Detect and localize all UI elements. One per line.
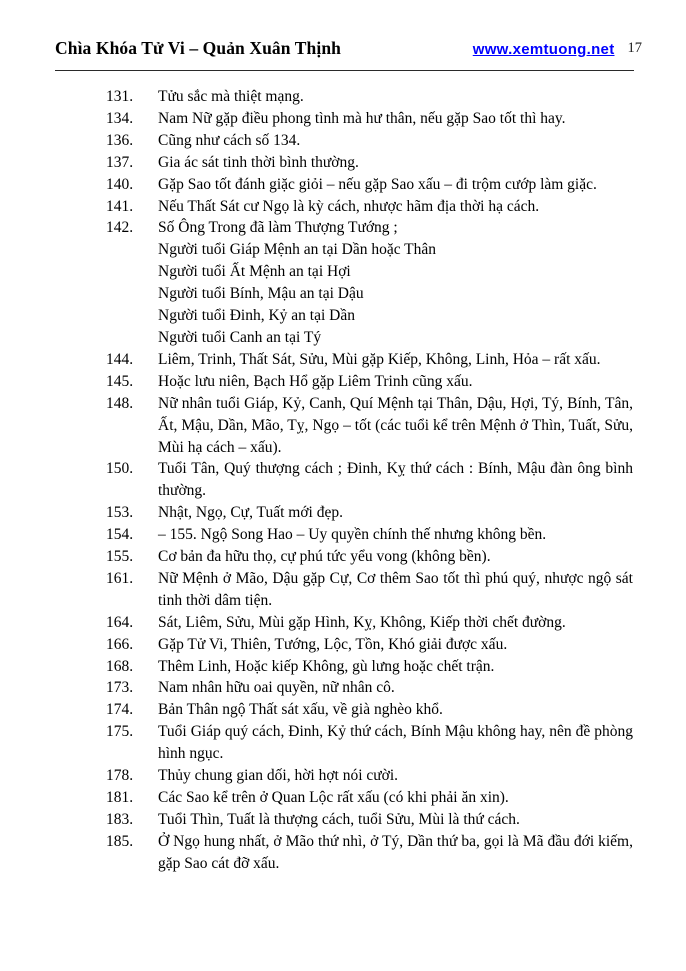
list-item-text [158,699,633,721]
list-item-line: Các Sao kể trên ở Quan Lộc rất xấu (có khi phải ăn xin). [158,789,509,806]
list-item [106,349,633,371]
list-item-text [158,174,633,196]
list-item-text [158,677,633,699]
list-item-text [158,656,633,678]
list-item-number: 136. [106,131,134,149]
list-item-number: 174. [106,701,134,719]
list-item-number: 168. [106,657,134,675]
list-item-text [158,765,633,787]
list-item-line: Cơ bản đa hữu thọ, cự phú tức yểu vong (không bền). [158,548,491,566]
list-item [106,765,633,787]
list-item [106,677,633,699]
list-item [106,502,633,524]
list-item [106,217,633,348]
list-item-text [158,371,633,393]
list-item [106,86,633,108]
list-item-number: 175. [106,723,134,741]
list-item-line: Nữ Mệnh ở Mão, Dậu gặp Cự, Cơ thêm Sao tốt thì phú quý, nhược ngộ sát tinh thời dâm tiện. [158,569,633,609]
list-item-line: – 155. Ngộ Song Hao – Uy quyền chính thế nhưng không bền. [158,526,547,544]
list-item [106,174,633,196]
list-item-number: 137. [106,153,134,171]
list-item-line: Liêm, Trinh, Thất Sát, Sửu, Mùi gặp Kiếp, Không, Linh, Hỏa – rất xấu. [158,350,601,368]
list-item-text [158,502,633,524]
list-item-text [158,393,633,459]
list-item-line: Gặp Tử Vi, Thiên, Tướng, Lộc, Tồn, Khó giải được xấu. [158,635,508,653]
list-item-line: Người tuổi Ất Mệnh an tại Hợi [158,263,351,281]
list-item-text [158,612,633,634]
list-item [106,130,633,152]
list-item [106,524,633,546]
list-item-line: Người tuổi Canh an tại Tý [158,328,322,346]
list-item-text [158,524,633,546]
list-item-text [158,634,633,656]
list-item-line: Người tuổi Giáp Mệnh an tại Dần hoặc Thân [158,241,437,259]
list-item-line: Tửu sắc mà thiệt mạng. [158,88,304,105]
list-item-line: Nhật, Ngọ, Cự, Tuất mới đẹp. [158,504,343,522]
list-item-number: 185. [106,832,134,850]
list-item [106,371,633,393]
list-item-text [158,809,633,831]
page-number: 17 [627,40,642,56]
list-item-number: 154. [106,526,134,544]
list-item [106,546,633,568]
list-item [106,458,633,502]
list-item-line: Ở Ngọ hung nhất, ở Mão thứ nhì, ở Tý, Dần thứ ba, gọi là Mã đầu đới kiếm, gặp Sao cát đỡ xấu. [158,832,633,872]
list-item-line: Nam nhân hữu oai quyền, nữ nhân cô. [158,679,395,697]
list-item-text [158,86,633,108]
list-item-line: Hoặc lưu niên, Bạch Hổ gặp Liêm Trinh cũng xấu. [158,372,473,390]
list-item-number: 148. [106,394,134,412]
list-item-number: 144. [106,350,134,368]
list-item-number: 178. [106,767,134,785]
list-item [106,568,633,612]
list-item-text [158,458,633,502]
list-item-line: Gia ác sát tinh thời bình thường. [158,153,359,171]
list-item-line: Nếu Thất Sát cư Ngọ là kỳ cách, nhược hãm địa thời hạ cách. [158,197,540,215]
list-item [106,152,633,174]
list-item-text [158,152,633,174]
list-item [106,656,633,678]
list-item-line: Người tuổi Bính, Mậu an tại Dậu [158,285,364,303]
list-item-text [158,831,633,875]
list-item-line: Bản Thân ngộ Thất sát xấu, về già nghèo khổ. [158,701,443,719]
list-item [106,612,633,634]
list-item-number: 142. [106,219,134,237]
list-item [106,634,633,656]
list-item-number: 140. [106,175,134,193]
page-title: Chìa Khóa Tử Vi – Quản Xuân Thịnh [55,38,341,58]
numbered-list [106,86,633,875]
list-item-number: 145. [106,372,134,390]
list-item-number: 161. [106,569,134,587]
list-item-line: Nam Nữ gặp điều phong tình mà hư thân, nếu gặp Sao tốt thì hay. [158,109,566,127]
list-item [106,787,633,809]
list-item [106,699,633,721]
list-item-text [158,217,633,348]
list-item-number: 131. [106,88,134,105]
list-item-text [158,108,633,130]
list-item-text [158,546,633,568]
list-item-text [158,130,633,152]
list-item-line: Thêm Linh, Hoặc kiếp Không, gù lưng hoặc chết trận. [158,657,495,675]
list-item-number: 155. [106,548,134,566]
list-item-number: 134. [106,109,134,127]
list-item-line: Tuổi Thìn, Tuất là thượng cách, tuổi Sửu, Mùi là thứ cách. [158,810,520,828]
list-item-number: 181. [106,789,134,806]
list-item-line: Cũng như cách số 134. [158,131,301,149]
list-item [106,108,633,130]
list-item [106,721,633,765]
list-item-text [158,349,633,371]
header-divider [55,70,634,71]
list-item-text [158,196,633,218]
list-item-number: 150. [106,460,134,478]
list-item-line: Sát, Liêm, Sửu, Mùi gặp Hình, Kỵ, Không, Kiếp thời chết đường. [158,613,566,631]
site-link[interactable]: www.xemtuong.net [472,41,615,58]
list-item-number: 166. [106,635,134,653]
list-item-number: 153. [106,504,134,522]
list-item [106,809,633,831]
page-header [55,38,642,59]
list-item-number: 164. [106,613,134,631]
list-item-line: Gặp Sao tốt đánh giặc giỏi – nếu gặp Sao xấu – đi trộm cướp làm giặc. [158,175,597,193]
list-item-number: 141. [106,197,134,215]
list-item-text [158,787,633,809]
list-item [106,831,633,875]
list-item-line: Người tuổi Đinh, Kỷ an tại Dần [158,307,355,325]
header-right [473,41,642,59]
list-item-line: Số Ông Trong đã làm Thượng Tướng ; [158,219,398,237]
list-item-line: Nữ nhân tuổi Giáp, Kỷ, Canh, Quí Mệnh tại Thân, Dậu, Hợi, Tý, Bính, Tân, Ất, Mậu, Dần, Mão, Tỵ, Ngọ – tốt (các tuổi kể trên Mệnh ở Thìn, Tuất, Sửu, Mùi hạ cách – xấu). [158,394,633,456]
list-item [106,393,633,459]
list-item [106,196,633,218]
list-item-number: 183. [106,810,134,828]
list-item-line: Tuổi Tân, Quý thượng cách ; Đinh, Kỵ thứ cách : Bính, Mậu đàn ông bình thường. [158,460,633,500]
list-item-text [158,721,633,765]
list-item-text [158,568,633,612]
list-item-line: Tuổi Giáp quý cách, Đinh, Kỷ thứ cách, Bính Mậu không hay, nên đề phòng hình ngục. [158,723,633,763]
list-item-line: Thủy chung gian dối, hời hợt nói cười. [158,767,399,785]
list-item-number: 173. [106,679,134,697]
